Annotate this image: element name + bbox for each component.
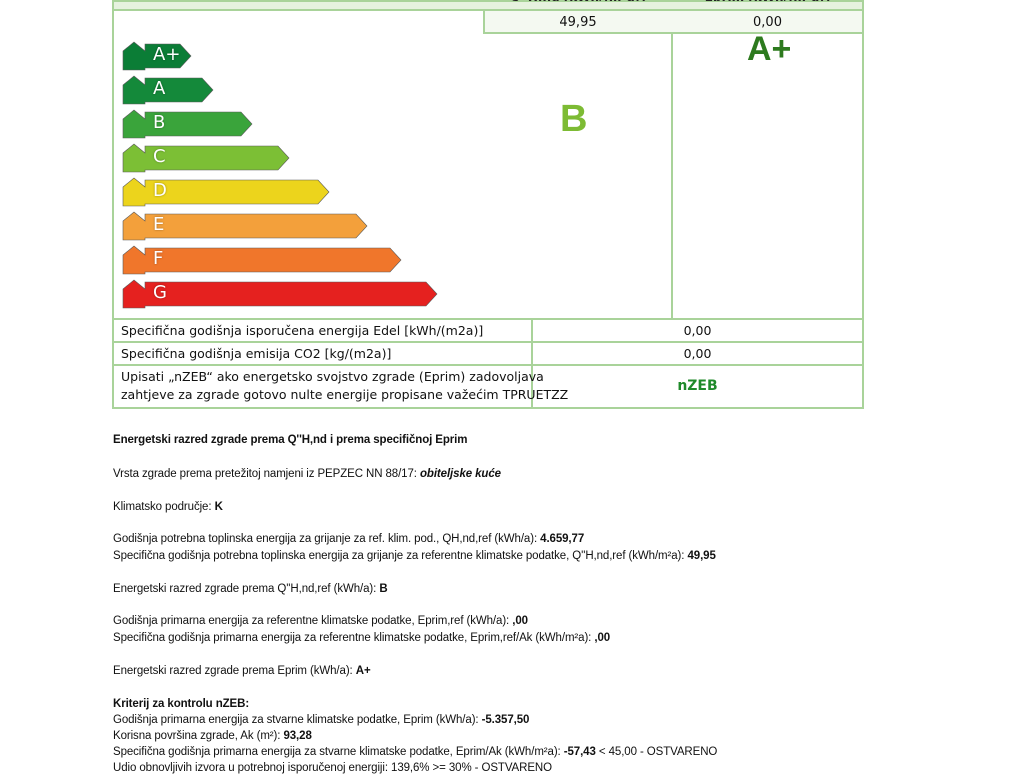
class-bar-label: C [153,146,166,167]
specific-real-label: Specifična godišnja primarna energija za stvarne klimatske podatke, Eprim/Ak (kWh/m²a): [113,746,561,758]
house-arrow-icon [123,144,291,172]
house-arrow-icon [123,246,403,274]
class-q-label: Energetski razred zgrade prema Q''H,nd,ref (kWh/a): [113,583,377,595]
annual-heat-value: 4.659,77 [540,533,585,545]
edel-value: 0,00 [683,323,712,338]
house-arrow-icon [123,76,215,104]
table-line [113,318,863,320]
class-bar-label: D [153,180,167,201]
specific-real-line [113,746,717,758]
specific-heat-value: 49,95 [687,550,716,562]
header-band [114,2,862,9]
real-primary-label: Godišnja primarna energija za stvarne klimatske podatke, Eprim (kWh/a): [113,714,479,726]
house-arrow-icon [123,110,254,138]
class-q-value: B [379,583,388,595]
table-line [483,32,863,34]
specific-real-result: < 45,00 - OSTVARENO [598,746,718,758]
class-e-value: A+ [355,665,371,677]
table-line [112,0,114,409]
col2-header [673,0,862,1]
building-type-label: Vrsta zgrade prema pretežitoj namjeni iz PEPZEC NN 88/17: [113,468,417,480]
renewable-share-line: Udio obnovljivih izvora u potrebnoj isporučenoj energiji: 139,6% >= 30% - OSTVARENO [113,762,552,774]
class-bar-label: G [153,282,167,303]
class-bar-label: F [153,248,164,269]
col1-header-clip [485,0,671,1]
specific-primary-ref-label: Specifična godišnja primarna energija za referentne klimatske podatke, Eprim,ref/Ak (kWh/m²a): [113,632,592,644]
eprim-energy-class: A+ [747,30,792,68]
table-line [671,0,673,320]
class-q-line [113,583,388,595]
primary-ref-label: Godišnja primarna energija za referentne klimatske podatke, Eprim,ref (kWh/a): [113,615,510,627]
specific-heat-label: Specifična godišnja potrebna toplinska energija za grijanje za referentne klimatske podatke, Q''H,nd,ref (kWh/m²a): [113,550,685,562]
class-bar-label: A [153,78,166,99]
climate-label: Klimatsko područje: [113,501,212,513]
climate-value: K [214,501,223,513]
table-line [113,341,863,343]
class-bar-label: E [153,214,165,235]
edel-label: Specifična godišnja isporučena energija Edel [kWh/(m2a)] [121,323,484,338]
qhnd-value: 49,95 [559,15,597,30]
class-e-label: Energetski razred zgrade prema Eprim (kWh/a): [113,665,353,677]
co2-value: 0,00 [683,346,712,361]
nzeb-value: nZEB [677,378,718,394]
primary-ref-line [113,615,528,627]
class-bar-label: A+ [153,44,181,65]
real-primary-line [113,714,529,726]
real-primary-value: -5.357,50 [481,714,530,726]
co2-label: Specifična godišnja emisija CO2 [kg/(m2a)] [121,346,392,361]
qhnd-energy-class: B [560,98,588,140]
building-type-value: obiteljske kuće [419,468,501,480]
annual-heat-line [113,533,584,545]
specific-primary-ref-line [113,632,610,644]
nzeb-label-line1: Upisati „nZEB“ ako energetsko svojstvo zgrade (Eprim) zadovoljava [121,369,544,384]
col1-header [485,0,671,1]
house-arrow-icon [123,280,439,308]
building-type-line [113,468,501,480]
specific-heat-line [113,550,716,562]
eprim-value: 0,00 [753,15,782,30]
table-line [862,0,864,409]
area-line [113,730,312,742]
table-line [113,364,863,366]
area-value: 93,28 [283,730,312,742]
nzeb-label-line2: zahtjeve za zgrade gotovo nulte energije propisane važećim TPRUETZZ [121,387,569,402]
climate-line [113,501,223,513]
specific-real-value: -57,43 [563,746,596,758]
specific-primary-ref-value: ,00 [594,632,611,644]
section-heading-text: Energetski razred zgrade prema Q''H,nd i prema specifičnoj Eprim [113,434,468,446]
table-line [113,407,863,409]
annual-heat-label: Godišnja potrebna toplinska energija za grijanje za ref. klim. pod., QH,nd,ref (kWh/a): [113,533,538,545]
col2-header-clip [673,0,862,1]
class-bar-label: B [153,112,166,133]
criteria-heading: Kriterij za kontrolu nZEB: [113,698,250,710]
section-heading [113,434,467,446]
primary-ref-value: ,00 [512,615,528,627]
class-e-line [113,665,371,677]
area-label: Korisna površina zgrade, Ak (m²): [113,730,281,742]
